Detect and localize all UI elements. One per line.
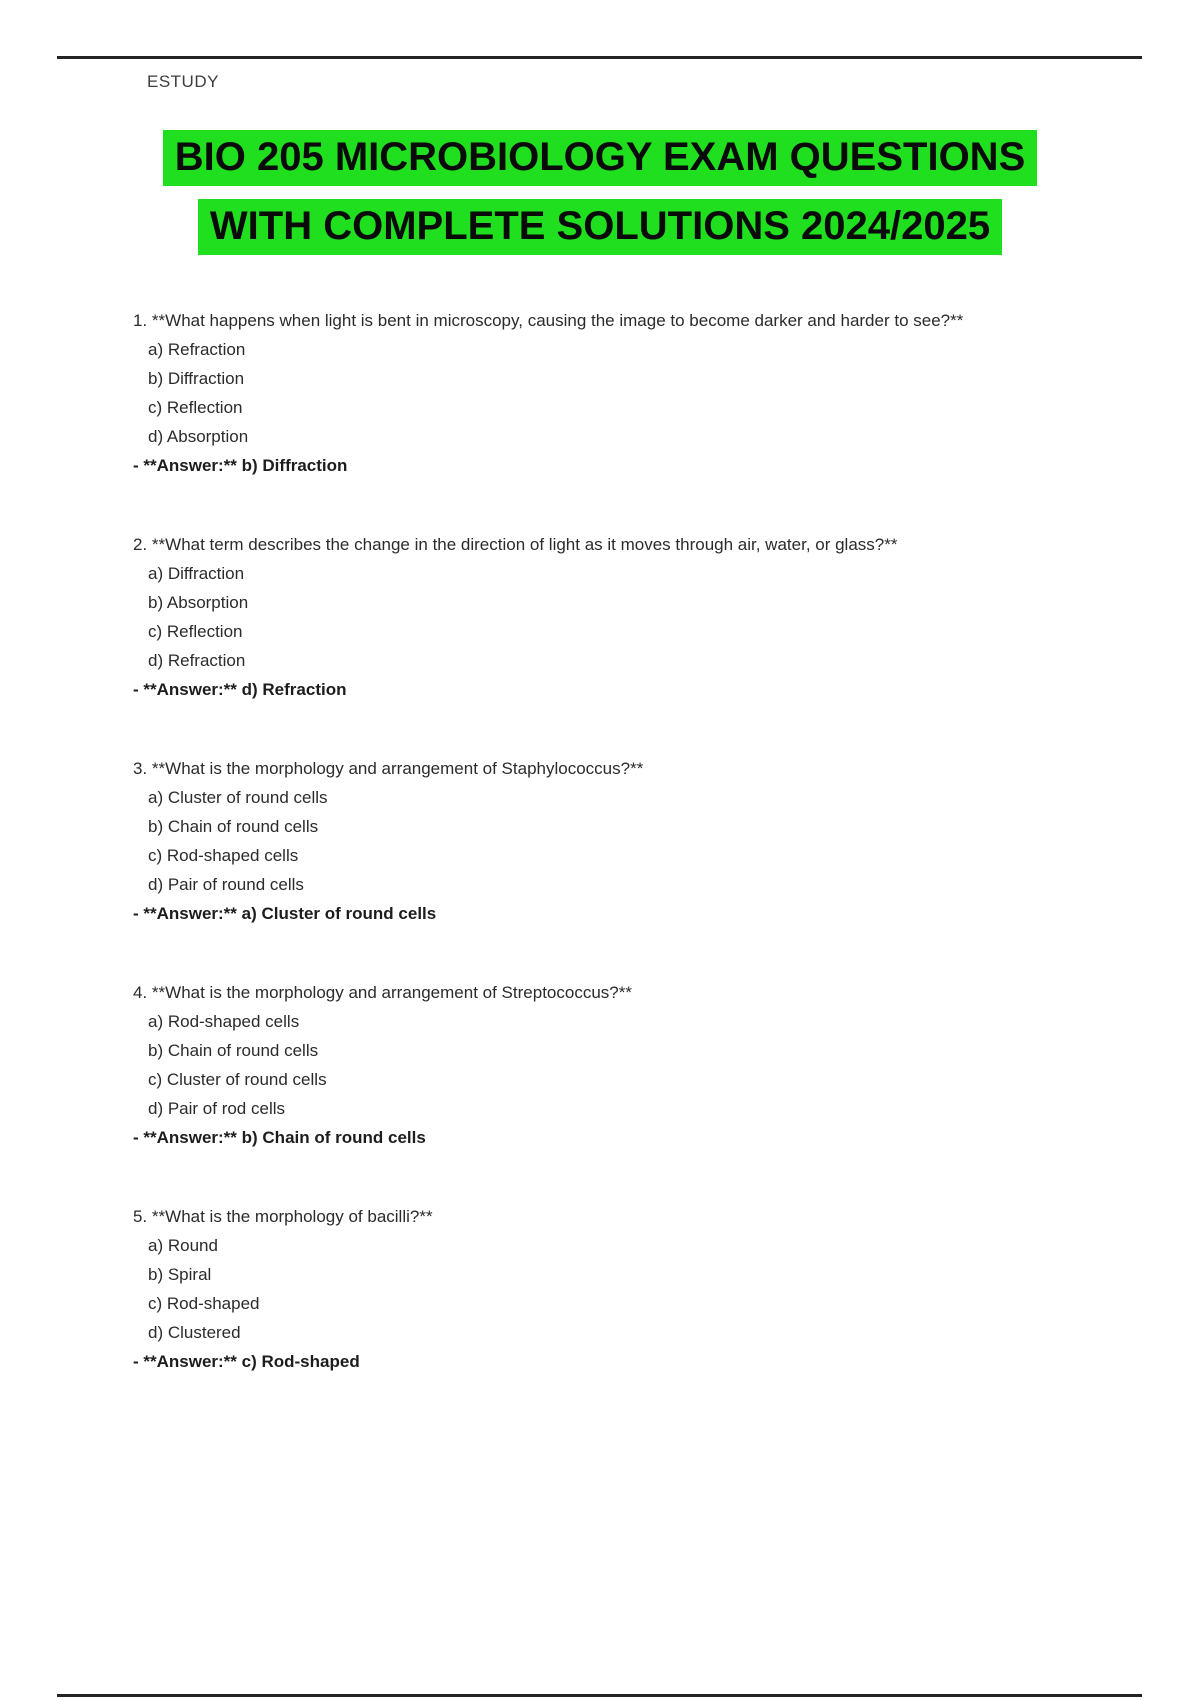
option-a: a) Cluster of round cells [148,788,328,807]
question-body: **What happens when light is bent in microscopy, causing the image to become darker and harder to see?** [151,311,964,330]
question-text [133,1202,1005,1231]
option-a: a) Round [148,1236,218,1255]
option-c: c) Rod-shaped [148,1294,260,1313]
question-body: **What is the morphology and arrangement of Streptococcus?** [151,983,632,1002]
answer-line: - **Answer:** b) Diffraction [133,456,348,475]
question-block-1 [133,306,1005,480]
question-block-3 [133,754,1005,928]
title-line-1-text: BIO 205 MICROBIOLOGY EXAM QUESTIONS [163,130,1038,186]
option-b: b) Absorption [148,593,249,612]
option-a: a) Refraction [148,340,246,359]
question-text [133,978,1005,1007]
answer-line: - **Answer:** c) Rod-shaped [133,1352,360,1371]
question-number: 4. [133,983,148,1002]
option-d: d) Absorption [148,427,249,446]
question-block-2 [133,530,1005,704]
option-b: b) Chain of round cells [148,817,319,836]
option-c: c) Reflection [148,622,243,641]
question-block-5 [133,1202,1005,1376]
option-b: b) Diffraction [148,369,245,388]
option-d: d) Pair of round cells [148,875,304,894]
option-c: c) Reflection [148,398,243,417]
question-text [133,530,1005,559]
question-body: **What is the morphology of bacilli?** [151,1207,433,1226]
option-c: c) Rod-shaped cells [148,846,299,865]
question-text [133,306,1005,335]
answer-line: - **Answer:** d) Refraction [133,680,347,699]
option-d: d) Refraction [148,651,246,670]
answer-line: - **Answer:** b) Chain of round cells [133,1128,426,1147]
question-number: 5. [133,1207,148,1226]
footer-divider-line [57,1694,1142,1697]
question-number: 2. [133,535,148,554]
option-c: c) Cluster of round cells [148,1070,327,1089]
question-text [133,754,1005,783]
title-line-2-text: WITH COMPLETE SOLUTIONS 2024/2025 [198,199,1002,255]
title-line-2 [0,199,1200,255]
option-b: b) Chain of round cells [148,1041,319,1060]
question-number: 1. [133,311,148,330]
title-line-1 [0,130,1200,186]
header-divider-line [57,56,1142,59]
option-a: a) Diffraction [148,564,245,583]
brand-header: ESTUDY [147,72,219,91]
document-title [0,130,1200,268]
option-b: b) Spiral [148,1265,212,1284]
question-body: **What is the morphology and arrangement of Staphylococcus?** [151,759,644,778]
question-number: 3. [133,759,148,778]
option-d: d) Clustered [148,1323,241,1342]
question-body: **What term describes the change in the direction of light as it moves through air, water, or glass?** [151,535,898,554]
questions-list [133,306,1005,1426]
option-d: d) Pair of rod cells [148,1099,285,1118]
question-block-4 [133,978,1005,1152]
option-a: a) Rod-shaped cells [148,1012,300,1031]
answer-line: - **Answer:** a) Cluster of round cells [133,904,437,923]
